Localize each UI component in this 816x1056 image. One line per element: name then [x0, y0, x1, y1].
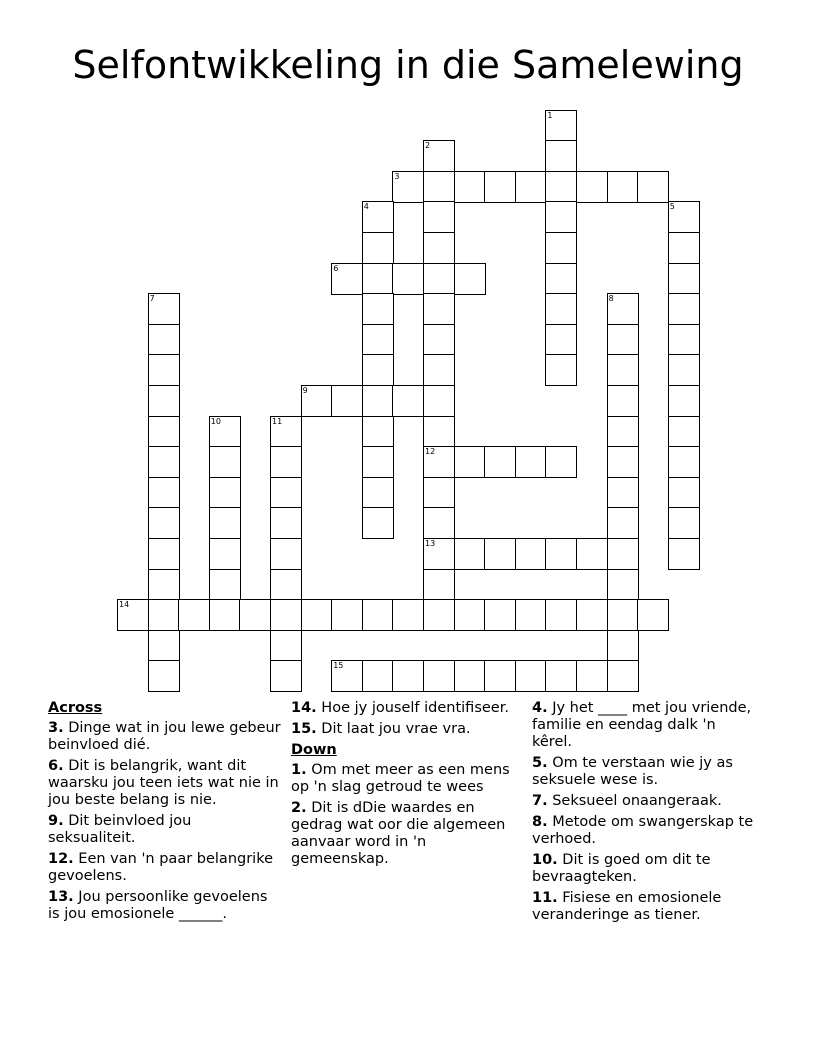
grid-cell[interactable]	[668, 293, 700, 325]
grid-cell[interactable]	[209, 446, 241, 478]
clues-column-1	[48, 700, 283, 927]
clue-item	[532, 793, 760, 810]
down-clue-list	[291, 762, 523, 868]
grid-cell[interactable]	[239, 599, 271, 631]
grid-cell[interactable]	[454, 538, 486, 570]
clue-number: 10.	[532, 852, 558, 868]
grid-cell[interactable]	[423, 354, 455, 386]
grid-cell[interactable]	[423, 507, 455, 539]
clue-number: 11	[272, 416, 283, 426]
grid-cell[interactable]	[637, 599, 669, 631]
clue-number: 6	[333, 263, 339, 273]
grid-cell[interactable]	[362, 201, 394, 233]
grid-cell[interactable]	[423, 569, 455, 601]
grid-cell[interactable]	[148, 477, 180, 509]
grid-cell[interactable]	[423, 385, 455, 417]
grid-cell[interactable]	[423, 171, 455, 203]
grid-cell[interactable]	[454, 446, 486, 478]
clue-text: Jou persoonlike gevoelens is jou emosionele ______.	[48, 889, 268, 922]
clue-number: 10	[210, 416, 221, 426]
clue-item	[48, 813, 283, 847]
grid-cell[interactable]	[362, 232, 394, 264]
grid-cell[interactable]	[423, 477, 455, 509]
clue-number: 5.	[532, 755, 548, 771]
grid-cell[interactable]	[392, 263, 424, 295]
grid-cell[interactable]	[148, 660, 180, 692]
grid-cell[interactable]	[668, 201, 700, 233]
grid-cell[interactable]	[362, 385, 394, 417]
clue-number: 7.	[532, 793, 548, 809]
grid-cell[interactable]	[209, 416, 241, 448]
grid-cell[interactable]	[545, 263, 577, 295]
grid-cell[interactable]	[545, 171, 577, 203]
grid-cell[interactable]	[209, 477, 241, 509]
grid-cell[interactable]	[209, 538, 241, 570]
clue-number: 12.	[48, 851, 74, 867]
clue-number: 9.	[48, 813, 64, 829]
grid-cell[interactable]	[607, 538, 639, 570]
grid-cell[interactable]	[331, 263, 363, 295]
clue-number: 15.	[291, 721, 317, 737]
grid-cell[interactable]	[270, 569, 302, 601]
grid-cell[interactable]	[209, 599, 241, 631]
grid-cell[interactable]	[362, 263, 394, 295]
grid-cell[interactable]	[392, 660, 424, 692]
clue-text: Dit is goed om dit te bevraagteken.	[532, 852, 711, 885]
grid-cell[interactable]	[545, 201, 577, 233]
grid-cell[interactable]	[576, 538, 608, 570]
grid-cell[interactable]	[607, 293, 639, 325]
grid-cell[interactable]	[484, 599, 516, 631]
grid-cell[interactable]	[607, 171, 639, 203]
grid-cell[interactable]	[576, 171, 608, 203]
grid-cell[interactable]	[668, 477, 700, 509]
clue-text: Hoe jy jouself identifiseer.	[321, 700, 509, 716]
grid-cell[interactable]	[148, 293, 180, 325]
grid-cell[interactable]	[545, 599, 577, 631]
clue-number: 1.	[291, 762, 307, 778]
clue-item	[532, 814, 760, 848]
grid-cell[interactable]	[607, 446, 639, 478]
grid-cell[interactable]	[515, 538, 547, 570]
clue-number: 13	[425, 539, 436, 548]
grid-cell[interactable]	[668, 416, 700, 448]
grid-cell[interactable]	[117, 599, 149, 631]
clue-text: Dit beinvloed jou seksualiteit.	[48, 813, 192, 846]
grid-cell[interactable]	[362, 354, 394, 386]
grid-cell[interactable]	[423, 538, 455, 570]
clue-item	[291, 800, 523, 868]
clue-item	[291, 721, 523, 738]
grid-cell[interactable]	[607, 324, 639, 356]
grid-cell[interactable]	[270, 446, 302, 478]
grid-cell[interactable]	[607, 569, 639, 601]
grid-cell[interactable]	[515, 660, 547, 692]
grid-cell[interactable]	[607, 416, 639, 448]
clue-text: Om te verstaan wie jy as seksuele wese is.	[532, 755, 733, 788]
grid-cell[interactable]	[362, 477, 394, 509]
grid-cell[interactable]	[423, 446, 455, 478]
grid-cell[interactable]	[484, 660, 516, 692]
grid-cell[interactable]	[362, 324, 394, 356]
grid-cell[interactable]	[270, 507, 302, 539]
grid-cell[interactable]	[423, 293, 455, 325]
clue-item	[48, 720, 283, 754]
grid-cell[interactable]	[423, 263, 455, 295]
grid-cell[interactable]	[668, 446, 700, 478]
grid-cell[interactable]	[423, 324, 455, 356]
clue-number: 2.	[291, 800, 307, 816]
clue-number: 13.	[48, 889, 74, 905]
grid-cell[interactable]	[148, 599, 180, 631]
grid-cell[interactable]	[545, 538, 577, 570]
grid-cell[interactable]	[484, 538, 516, 570]
grid-cell[interactable]	[331, 599, 363, 631]
clue-item	[532, 890, 760, 924]
grid-cell[interactable]	[576, 660, 608, 692]
grid-cell[interactable]	[423, 201, 455, 233]
grid-cell[interactable]	[515, 171, 547, 203]
clue-number: 7	[149, 294, 155, 304]
clue-item	[532, 700, 760, 751]
clue-number: 4	[363, 202, 369, 212]
clue-item	[291, 700, 523, 717]
grid-cell[interactable]	[423, 660, 455, 692]
clue-number: 1	[547, 110, 553, 120]
grid-cell[interactable]	[545, 660, 577, 692]
grid-cell[interactable]	[607, 477, 639, 509]
clue-item	[48, 851, 283, 885]
grid-cell[interactable]	[423, 140, 455, 172]
clue-number: 5	[669, 202, 675, 212]
grid-cell[interactable]	[331, 385, 363, 417]
grid-cell[interactable]	[148, 446, 180, 478]
grid-cell[interactable]	[148, 324, 180, 356]
down-heading: Down	[291, 742, 337, 758]
grid-cell[interactable]	[270, 477, 302, 509]
grid-cell[interactable]	[148, 630, 180, 662]
grid-cell[interactable]	[148, 354, 180, 386]
grid-cell[interactable]	[454, 263, 486, 295]
clue-text: Fisiese en emosionele veranderinge as tiener.	[532, 890, 722, 923]
clue-item	[532, 755, 760, 789]
grid-cell[interactable]	[270, 599, 302, 631]
clue-number: 12	[425, 447, 436, 457]
grid-cell[interactable]	[545, 140, 577, 172]
clue-number: 2	[425, 141, 431, 151]
grid-cell[interactable]	[545, 324, 577, 356]
clue-text: Seksueel onaangeraak.	[552, 793, 722, 809]
clue-item	[532, 852, 760, 886]
clue-number: 4.	[532, 700, 548, 716]
grid-cell[interactable]	[392, 171, 424, 203]
grid-cell[interactable]	[454, 660, 486, 692]
clue-number: 9	[302, 386, 308, 395]
grid-cell[interactable]	[148, 416, 180, 448]
clue-item	[48, 889, 283, 923]
grid-cell[interactable]	[454, 171, 486, 203]
clue-item	[48, 758, 283, 809]
grid-cell[interactable]	[515, 599, 547, 631]
clue-text: Dit is dDie waardes en gedrag wat oor die algemeen aanvaar word in 'n gemeenskap.	[291, 800, 506, 867]
grid-cell[interactable]	[545, 354, 577, 386]
grid-cell[interactable]	[301, 599, 333, 631]
grid-cell[interactable]	[392, 385, 424, 417]
down-clue-list-continued	[532, 700, 760, 924]
grid-cell[interactable]	[484, 446, 516, 478]
across-clue-list-continued	[291, 700, 523, 738]
clue-text: Dinge wat in jou lewe gebeur beinvloed dié.	[48, 720, 281, 753]
clue-number: 6.	[48, 758, 64, 774]
grid-cell[interactable]	[607, 599, 639, 631]
across-clue-list	[48, 720, 283, 923]
grid-cell[interactable]	[668, 385, 700, 417]
grid-cell[interactable]	[148, 385, 180, 417]
clue-text: Jy het ____ met jou vriende, familie en eendag dalk 'n kêrel.	[532, 700, 752, 750]
page-title: Selfontwikkeling in die Samelewing	[72, 43, 744, 87]
clue-text: Dit laat jou vrae vra.	[321, 721, 471, 737]
grid-cell[interactable]	[362, 446, 394, 478]
grid-cell[interactable]	[148, 569, 180, 601]
grid-cell[interactable]	[270, 538, 302, 570]
grid-cell[interactable]	[454, 599, 486, 631]
grid-cell[interactable]	[607, 354, 639, 386]
grid-cell[interactable]	[362, 599, 394, 631]
grid-cell[interactable]	[301, 385, 333, 417]
clue-number: 15	[333, 661, 344, 671]
grid-cell[interactable]	[362, 416, 394, 448]
clue-number: 14	[119, 600, 130, 610]
grid-cell[interactable]	[331, 660, 363, 692]
clue-number: 8.	[532, 814, 548, 830]
grid-cell[interactable]	[270, 660, 302, 692]
grid-cell[interactable]	[484, 171, 516, 203]
clue-number: 8	[608, 294, 614, 304]
grid-cell[interactable]	[270, 416, 302, 448]
grid-cell[interactable]	[515, 446, 547, 478]
grid-cell[interactable]	[576, 599, 608, 631]
grid-cell[interactable]	[545, 446, 577, 478]
grid-cell[interactable]	[545, 293, 577, 325]
grid-cell[interactable]	[607, 507, 639, 539]
grid-cell[interactable]	[545, 232, 577, 264]
grid-cell[interactable]	[270, 630, 302, 662]
grid-cell[interactable]	[668, 507, 700, 539]
clues-column-3	[532, 700, 760, 928]
grid-cell[interactable]	[148, 507, 180, 539]
grid-cell[interactable]	[545, 110, 577, 142]
grid-cell[interactable]	[362, 660, 394, 692]
grid-cell[interactable]	[209, 507, 241, 539]
grid-cell[interactable]	[362, 293, 394, 325]
grid-cell[interactable]	[392, 599, 424, 631]
grid-cell[interactable]	[148, 538, 180, 570]
grid-cell[interactable]	[423, 232, 455, 264]
grid-cell[interactable]	[668, 263, 700, 295]
clue-number: 14.	[291, 700, 317, 716]
grid-cell[interactable]	[362, 507, 394, 539]
clue-text: Dit is belangrik, want dit waarsku jou teen iets wat nie in jou beste belang is nie.	[48, 758, 279, 808]
clue-number: 3.	[48, 720, 64, 736]
grid-cell[interactable]	[423, 599, 455, 631]
clues-column-2	[291, 700, 523, 872]
clue-number: 11.	[532, 890, 558, 906]
clue-item	[291, 762, 523, 796]
grid-cell[interactable]	[668, 324, 700, 356]
grid-cell[interactable]	[607, 660, 639, 692]
grid-cell[interactable]	[668, 538, 700, 570]
grid-cell[interactable]	[607, 385, 639, 417]
grid-cell[interactable]	[423, 416, 455, 448]
grid-cell[interactable]	[178, 599, 210, 631]
clue-number: 3	[394, 171, 400, 181]
across-heading: Across	[48, 700, 103, 716]
clue-text: Een van 'n paar belangrike gevoelens.	[48, 851, 273, 884]
grid-cell[interactable]	[668, 354, 700, 386]
grid-cell[interactable]	[607, 630, 639, 662]
grid-cell[interactable]	[637, 171, 669, 203]
clue-text: Metode om swangerskap te verhoed.	[532, 814, 754, 847]
grid-cell[interactable]	[209, 569, 241, 601]
grid-cell[interactable]	[668, 232, 700, 264]
clue-text: Om met meer as een mens op 'n slag getroud te wees	[291, 762, 510, 795]
